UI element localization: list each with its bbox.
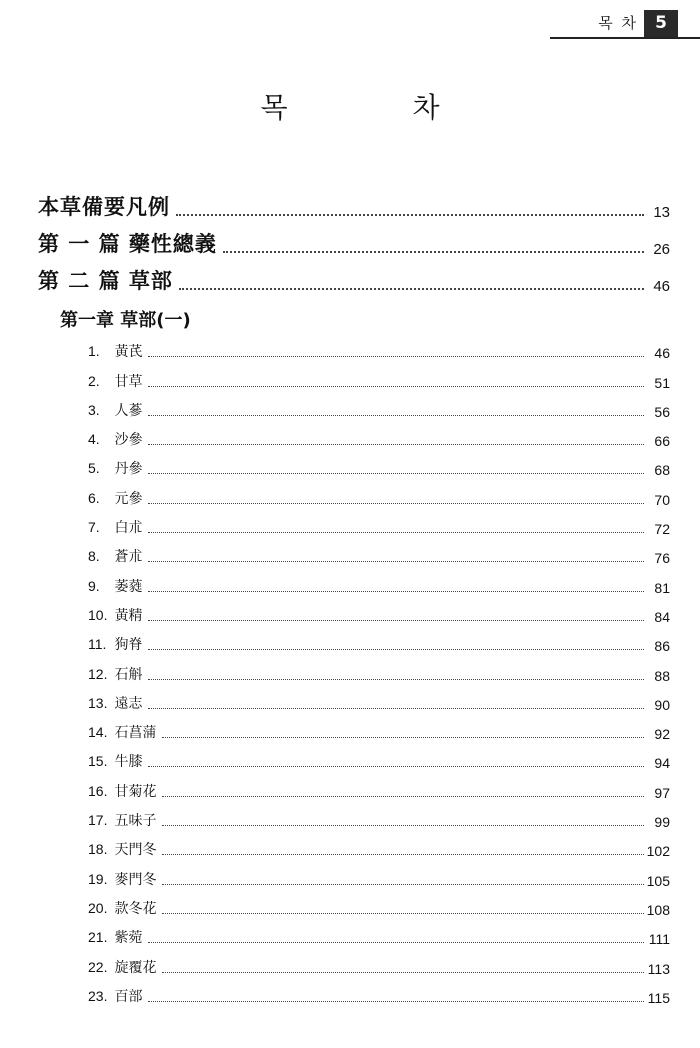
entry-name: 旋覆花 — [114, 959, 157, 976]
entry-name: 遠志 — [114, 695, 143, 712]
entry-page: 90 — [654, 696, 670, 713]
entry-name: 沙參 — [114, 432, 143, 449]
entry-number: 23. — [88, 987, 108, 1004]
entry-number: 11. — [88, 636, 107, 653]
entry-name: 款冬花 — [114, 900, 157, 917]
entry-page: 76 — [654, 550, 670, 567]
toc-entry — [88, 537, 670, 566]
dot-leader — [162, 913, 644, 914]
entry-number: 3. — [88, 401, 100, 418]
toc-entry — [88, 332, 670, 361]
entry-number: 12. — [88, 665, 108, 682]
running-header — [550, 10, 700, 38]
dot-leader — [148, 561, 644, 562]
toc-entry — [88, 801, 670, 830]
toc-entry — [88, 508, 670, 537]
toc-part-page: 26 — [653, 241, 670, 258]
entry-name: 甘草 — [114, 373, 143, 390]
entry-number: 7. — [88, 519, 100, 536]
entry-page: 115 — [647, 989, 670, 1006]
entry-page: 102 — [646, 843, 670, 860]
dot-leader — [162, 972, 644, 973]
entry-name: 元參 — [114, 490, 143, 507]
dot-leader — [162, 854, 644, 855]
toc-part-row — [38, 184, 670, 221]
entry-page: 56 — [654, 403, 670, 420]
dot-leader — [148, 356, 644, 357]
toc-entry — [88, 742, 670, 771]
entry-number: 15. — [88, 753, 108, 770]
dot-leader — [148, 708, 644, 709]
dot-leader — [148, 766, 644, 767]
entry-name: 石斛 — [114, 666, 143, 683]
toc-entry — [88, 947, 670, 976]
entry-name: 萎蕤 — [114, 578, 143, 595]
toc-entry — [88, 625, 670, 654]
entry-page: 70 — [654, 491, 670, 508]
entry-name: 石菖蒲 — [114, 725, 157, 742]
entry-page: 46 — [654, 345, 670, 362]
entry-name: 狗脊 — [114, 637, 143, 654]
entry-number: 2. — [88, 372, 100, 389]
page-number-badge: 5 — [644, 10, 678, 37]
toc-entry — [88, 977, 670, 1006]
toc-chapter-row — [60, 295, 670, 332]
entry-name: 百部 — [114, 988, 143, 1005]
toc-part-row — [38, 258, 670, 295]
entry-page: 88 — [654, 667, 670, 684]
dot-leader — [176, 214, 644, 216]
toc-entry — [88, 713, 670, 742]
toc-entry — [88, 654, 670, 683]
entry-page: 111 — [648, 931, 670, 948]
entry-number: 9. — [88, 577, 100, 594]
entry-page: 113 — [647, 960, 670, 977]
entry-name: 紫菀 — [114, 930, 143, 947]
toc-entry — [88, 684, 670, 713]
toc-entry — [88, 918, 670, 947]
entry-name: 麥門冬 — [114, 871, 157, 888]
dot-leader — [148, 649, 644, 650]
dot-leader — [223, 251, 644, 253]
entry-number: 16. — [88, 782, 108, 799]
entry-number: 1. — [88, 343, 100, 360]
dot-leader — [162, 825, 644, 826]
entry-number: 5. — [88, 460, 100, 477]
toc-entry — [88, 361, 670, 390]
toc-entry — [88, 830, 670, 859]
header-rule — [550, 37, 700, 39]
entry-name: 五味子 — [114, 813, 157, 830]
entry-name: 天門冬 — [114, 842, 157, 859]
entry-number: 8. — [88, 548, 100, 565]
toc-part-page: 46 — [653, 278, 670, 295]
dot-leader — [148, 444, 644, 445]
entry-page: 51 — [654, 374, 670, 391]
entry-number: 20. — [88, 899, 108, 916]
entry-page: 84 — [654, 608, 670, 625]
dot-leader — [162, 796, 644, 797]
entry-number: 10. — [88, 606, 108, 623]
toc-entry — [88, 391, 670, 420]
dot-leader — [148, 532, 644, 533]
entry-page: 99 — [654, 814, 670, 831]
dot-leader — [179, 288, 644, 290]
toc-part-label: 第 一 篇 藥性總義 — [38, 232, 217, 256]
toc-entry — [88, 566, 670, 595]
dot-leader — [162, 737, 644, 738]
dot-leader — [148, 1001, 644, 1002]
toc-chapter-label: 第一章 草部(一) — [60, 310, 191, 331]
entry-number: 14. — [88, 724, 108, 741]
entry-name: 人蔘 — [114, 402, 143, 419]
entry-name: 牛膝 — [114, 754, 143, 771]
entry-name: 黃芪 — [114, 344, 143, 361]
dot-leader — [148, 679, 644, 680]
entry-number: 19. — [88, 870, 108, 887]
toc-entry — [88, 771, 670, 800]
dot-leader — [148, 415, 644, 416]
dot-leader — [148, 591, 644, 592]
entry-page: 105 — [646, 872, 670, 889]
running-header-title: 목 차 — [598, 14, 638, 32]
entry-name: 黃精 — [114, 607, 143, 624]
toc-entry — [88, 478, 670, 507]
toc-part-label: 本草備要凡例 — [38, 195, 170, 219]
entry-name: 甘菊花 — [114, 783, 157, 800]
entry-page: 97 — [654, 784, 670, 801]
entry-number: 21. — [88, 929, 108, 946]
entry-page: 81 — [654, 579, 670, 596]
toc-part-row — [38, 221, 670, 258]
entry-page: 94 — [654, 755, 670, 772]
dot-leader — [162, 884, 644, 885]
entry-page: 108 — [646, 901, 670, 918]
entry-number: 4. — [88, 431, 100, 448]
entry-number: 18. — [88, 841, 108, 858]
toc-entry-list — [88, 332, 670, 1006]
entry-page: 92 — [654, 726, 670, 743]
toc-entry — [88, 889, 670, 918]
dot-leader — [148, 620, 644, 621]
toc-entry — [88, 859, 670, 888]
dot-leader — [148, 942, 644, 943]
entry-name: 白朮 — [114, 520, 143, 537]
toc-entry — [88, 420, 670, 449]
toc-entry — [88, 596, 670, 625]
entry-page: 72 — [654, 521, 670, 538]
entry-name: 蒼朮 — [114, 549, 143, 566]
entry-number: 13. — [88, 694, 108, 711]
entry-number: 22. — [88, 958, 108, 975]
toc-part-label: 第 二 篇 草部 — [38, 269, 173, 293]
entry-number: 17. — [88, 812, 108, 829]
toc-entry — [88, 449, 670, 478]
entry-name: 丹參 — [114, 461, 143, 478]
dot-leader — [148, 386, 644, 387]
entry-page: 86 — [654, 638, 670, 655]
entry-number: 6. — [88, 489, 100, 506]
dot-leader — [148, 503, 644, 504]
table-of-contents — [38, 184, 670, 1006]
entry-page: 66 — [654, 433, 670, 450]
toc-part-page: 13 — [653, 204, 670, 221]
entry-page: 68 — [654, 462, 670, 479]
page-title: 목 차 — [260, 91, 498, 124]
dot-leader — [148, 473, 644, 474]
